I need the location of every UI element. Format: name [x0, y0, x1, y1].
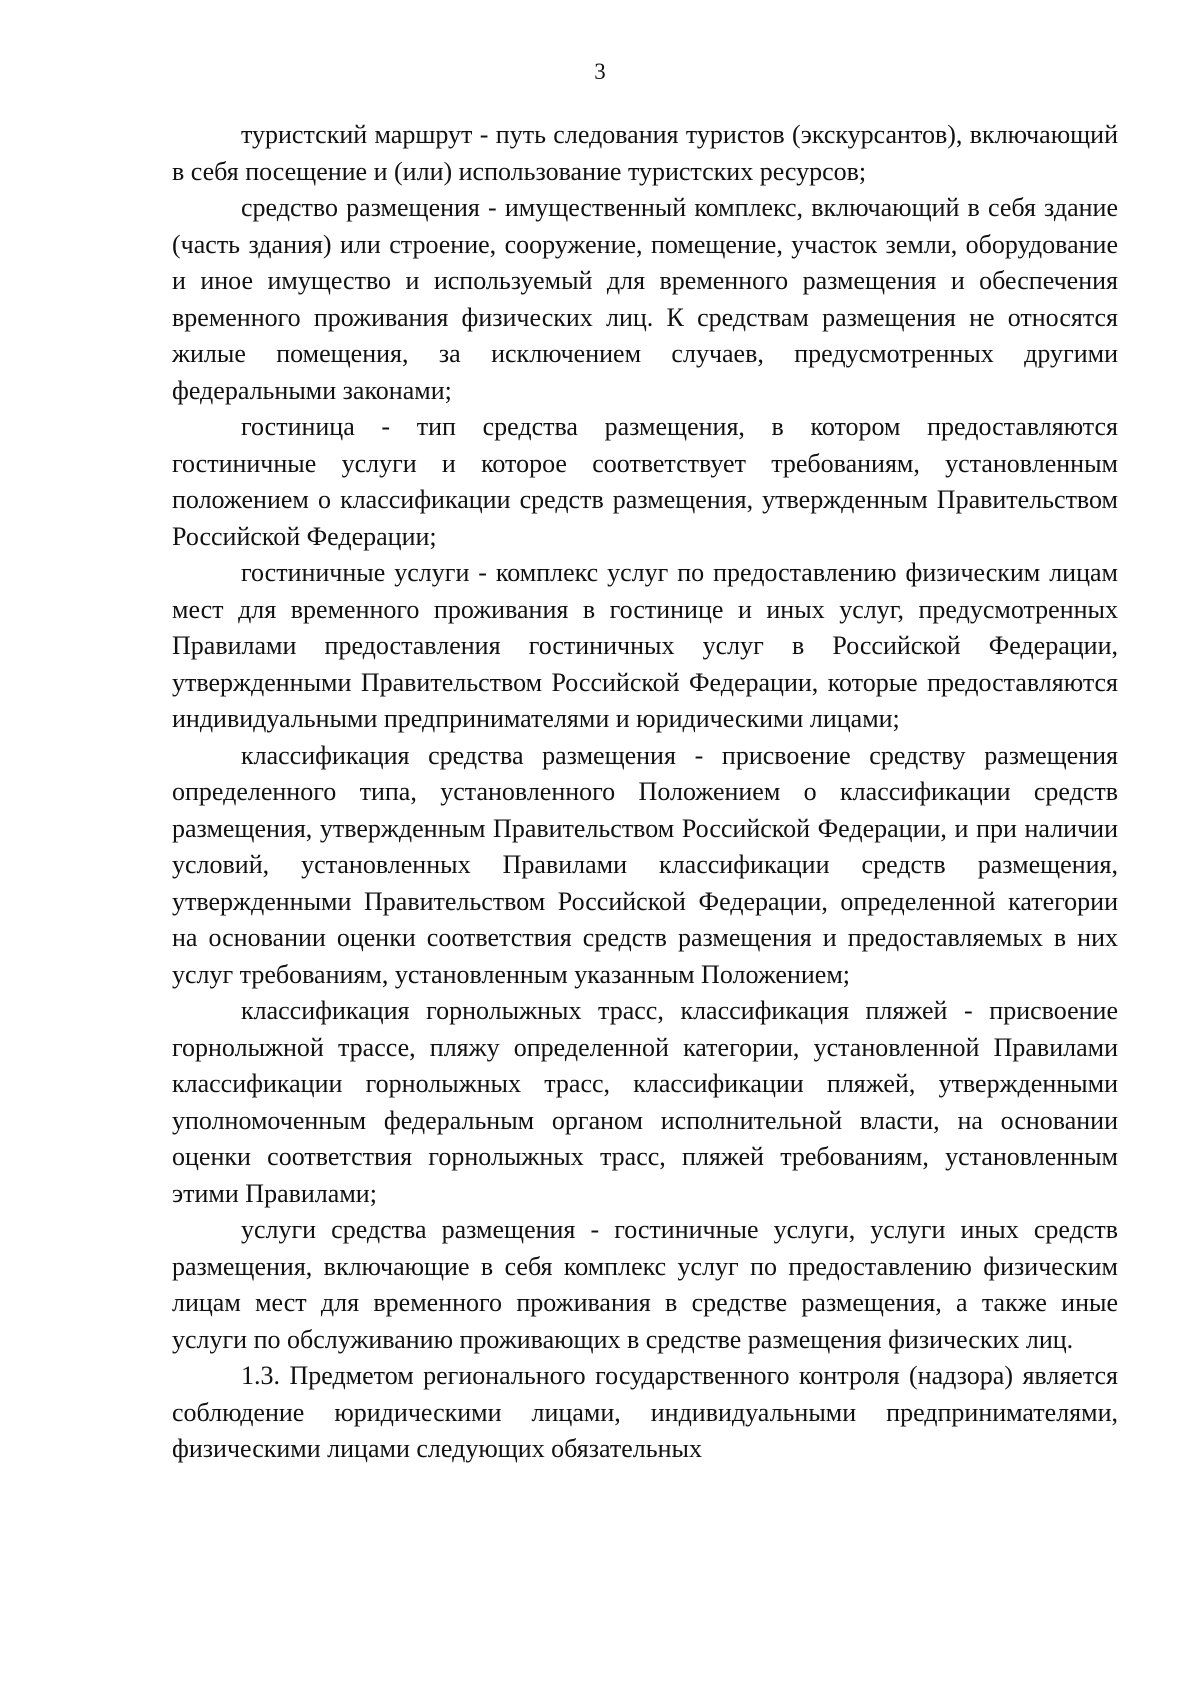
paragraph-tourist-route: туристский маршрут - путь следования туристов (экскурсантов), включающий в себя посещение и (или) использование туристских ресурсов;	[172, 120, 1118, 186]
paragraph-accommodation-facility: средство размещения - имущественный комплекс, включающий в себя здание (часть здания) или строение, сооружение, помещение, участок земли, оборудование и иное имущество и используемый для временного размещения и обеспечения временного проживания физических лиц. К средствам размещения не относятся жилые помещения, за исключением случаев, предусмотренных другими федеральными законами;	[172, 193, 1118, 405]
paragraph-accommodation-classification: классификация средства размещения - присвоение средству размещения определенного типа, установленного Положением о классификации средств размещения, утвержденным Правительством Российской Федерации, и при наличии условий, установленных Правилами классификации средств размещения, утвержденными Правительством Российской Федерации, определенной категории на основании оценки соответствия средств размещения и предоставляемых в них услуг требованиям, установленным указанным Положением;	[172, 740, 1118, 989]
paragraph-ski-slopes-beaches-classification: классификация горнолыжных трасс, классификация пляжей - присвоение горнолыжной трассе, пляжу определенной категории, установленной Правилами классификации горнолыжных трасс, классификации пляжей, утвержденными уполномоченным федеральным органом исполнительной власти, на основании оценки соответствия горнолыжных трасс, пляжей требованиям, установленным этими Правилами;	[172, 996, 1118, 1208]
paragraph-accommodation-services: услуги средства размещения - гостиничные услуги, услуги иных средств размещения, включающие в себя комплекс услуг по предоставлению физическим лицам мест для временного проживания в средстве размещения, а также иные услуги по обслуживанию проживающих в средстве размещения физических лиц.	[172, 1215, 1118, 1354]
page-number: 3	[594, 59, 606, 84]
document-body	[172, 117, 1118, 1468]
paragraph-hotel: гостиница - тип средства размещения, в котором предоставляются гостиничные услуги и которое соответствует требованиям, установленным положением о классификации средств размещения, утвержденным Правительством Российской Федерации;	[172, 412, 1118, 551]
paragraph-hotel-services: гостиничные услуги - комплекс услуг по предоставлению физическим лицам мест для временного проживания в гостинице и иных услуг, предусмотренных Правилами предоставления гостиничных услуг в Российской Федерации, утвержденными Правительством Российской Федерации, которые предоставляются индивидуальными предпринимателями и юридическими лицами;	[172, 558, 1118, 733]
paragraph-section-1-3: 1.3. Предметом регионального государственного контроля (надзора) является соблюдение юридическими лицами, индивидуальными предпринимателями, физическими лицами следующих обязательных	[172, 1361, 1118, 1463]
